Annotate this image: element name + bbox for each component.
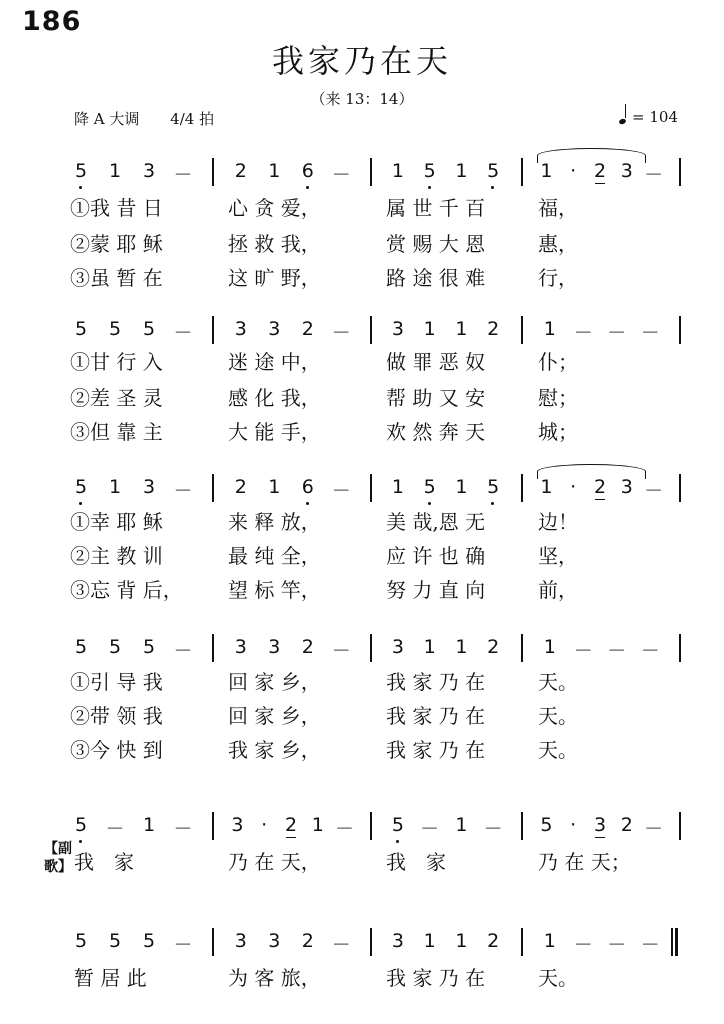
barline: [521, 928, 523, 956]
jianpu-note: 1: [455, 814, 468, 836]
jianpu-note: 1: [540, 160, 553, 182]
jianpu-note: 3: [234, 930, 247, 952]
jianpu-note: 3: [391, 930, 404, 952]
lyric-segment: 应 许 也 确: [386, 544, 486, 568]
jianpu-note: 1: [108, 160, 122, 182]
tie-arc: [537, 148, 646, 163]
jianpu-note: 3: [620, 160, 633, 182]
dash-note: －: [640, 322, 660, 344]
barline: [370, 928, 372, 956]
dash-note: －: [607, 322, 627, 344]
dash-note: －: [173, 818, 193, 840]
barline: [679, 316, 681, 344]
barline: [521, 812, 523, 840]
lyric-segment: ③今 快 到: [70, 738, 163, 762]
dash-note: －: [483, 818, 503, 840]
lyric-segment: 前，: [538, 578, 578, 602]
jianpu-note: 3: [590, 814, 610, 836]
dash-note: －: [331, 322, 351, 344]
lyric-segment: 拯 救 我，: [228, 232, 321, 256]
jianpu-note: 5: [71, 814, 91, 836]
chorus-tag: 【副歌】: [44, 841, 72, 875]
lyric-line: [0, 228, 724, 254]
jianpu-note: 2: [234, 476, 247, 498]
jianpu-note: 2: [590, 160, 610, 182]
jianpu-note: 1: [455, 930, 468, 952]
lyric-segment: 感 化 我，: [228, 386, 321, 410]
notation-row: [0, 814, 724, 842]
lyric-line: [0, 734, 724, 760]
jianpu-note: 3: [142, 476, 156, 498]
lyric-segment: 天。: [538, 966, 578, 990]
lyric-segment: ②主 教 训: [70, 544, 163, 568]
lyric-segment: ②差 圣 灵: [70, 386, 163, 410]
jianpu-note: 2: [234, 160, 247, 182]
dash-note: －: [173, 934, 193, 956]
jianpu-note: 5: [540, 814, 553, 836]
lyric-segment: 我 家: [386, 850, 446, 874]
dash-note: －: [644, 480, 664, 502]
lyric-segment: 暂 居 此: [74, 966, 147, 990]
jianpu-note: 1: [543, 930, 556, 952]
jianpu-note: 5: [71, 476, 91, 498]
dash-note: －: [644, 818, 664, 840]
jianpu-note: 3: [268, 636, 281, 658]
barline: [212, 158, 214, 186]
barline: [370, 316, 372, 344]
jianpu-note: 5: [483, 160, 503, 182]
barline: [370, 812, 372, 840]
jianpu-note: 3: [620, 476, 633, 498]
lyric-segment: ①引 导 我: [70, 670, 163, 694]
lyric-segment: ②带 领 我: [70, 704, 163, 728]
lyric-segment: 帮 助 又 安: [386, 386, 486, 410]
lyric-segment: 惠，: [538, 232, 578, 256]
jianpu-note: 5: [388, 814, 408, 836]
lyric-segment: 大 能 手，: [228, 420, 321, 444]
jianpu-note: 1: [391, 476, 404, 498]
dash-note: －: [573, 640, 593, 662]
lyric-segment: 路 途 很 难: [386, 266, 486, 290]
jianpu-note: 1: [423, 636, 436, 658]
tempo-value: = 104: [632, 108, 678, 126]
jianpu-note: 3: [391, 318, 404, 340]
final-barline-thin: [671, 928, 673, 956]
jianpu-note: 5: [108, 930, 122, 952]
jianpu-note: 5: [74, 318, 88, 340]
jianpu-note: 5: [420, 160, 440, 182]
dash-note: －: [607, 640, 627, 662]
dash-note: －: [173, 322, 193, 344]
dash-note: －: [420, 818, 440, 840]
lyric-segment: 美 哉,恩 无: [386, 510, 486, 534]
lyric-segment: 福，: [538, 196, 578, 220]
lyric-segment: 回 家 乡，: [228, 704, 321, 728]
jianpu-note: 5: [142, 636, 156, 658]
jianpu-note: 1: [391, 160, 404, 182]
jianpu-note: 1: [543, 636, 556, 658]
jianpu-note: 2: [301, 930, 314, 952]
dot-note: ·: [570, 160, 577, 182]
tempo-marking: [619, 108, 678, 126]
jianpu-note: 5: [71, 160, 91, 182]
jianpu-note: 1: [540, 476, 553, 498]
lyric-segment: 努 力 直 向: [386, 578, 486, 602]
lyric-segment: 属 世 千 百: [386, 196, 486, 220]
notation-row: [0, 930, 724, 958]
lyric-line: [0, 192, 724, 218]
lyric-segment: 我 家 乃 在: [386, 966, 486, 990]
lyric-segment: ①甘 行 入: [70, 350, 163, 374]
hymn-title: 我家乃在天: [271, 42, 452, 80]
dash-note: －: [331, 934, 351, 956]
jianpu-note: 5: [420, 476, 440, 498]
dash-note: －: [331, 164, 351, 186]
lyric-line: [0, 262, 724, 288]
barline: [212, 812, 214, 840]
lyric-line: [0, 700, 724, 726]
jianpu-note: 1: [311, 814, 324, 836]
lyric-line: [0, 846, 724, 872]
lyric-segment: 望 标 竿，: [228, 578, 321, 602]
lyric-segment: 赏 赐 大 恩: [386, 232, 486, 256]
note-stem: [625, 104, 627, 118]
dash-note: －: [573, 934, 593, 956]
lyric-line: [0, 540, 724, 566]
lyric-segment: 迷 途 中，: [228, 350, 321, 374]
dot-note: ·: [570, 814, 577, 836]
jianpu-note: 3: [142, 160, 156, 182]
dash-note: －: [640, 640, 660, 662]
jianpu-note: 1: [108, 476, 122, 498]
jianpu-note: 2: [620, 814, 633, 836]
jianpu-note: 2: [281, 814, 301, 836]
lyric-segment: ③忘 背 后，: [70, 578, 183, 602]
lyric-segment: 这 旷 野，: [228, 266, 321, 290]
lyric-segment: ②蒙 耶 稣: [70, 232, 163, 256]
dash-note: －: [573, 322, 593, 344]
barline: [521, 474, 523, 502]
jianpu-note: 3: [391, 636, 404, 658]
dot-note: ·: [261, 814, 268, 836]
jianpu-note: 2: [487, 318, 500, 340]
jianpu-note: 5: [142, 930, 156, 952]
jianpu-note: 2: [301, 636, 314, 658]
lyric-segment: 为 客 旅，: [228, 966, 321, 990]
jianpu-note: 3: [231, 814, 244, 836]
key-signature: 降 A 大调: [74, 110, 140, 128]
dash-note: －: [173, 480, 193, 502]
barline: [679, 812, 681, 840]
lyric-segment: 坚，: [538, 544, 578, 568]
final-barline: [675, 928, 678, 956]
barline: [521, 158, 523, 186]
tie-arc: [537, 464, 646, 479]
lyric-segment: 心 贪 爱，: [228, 196, 321, 220]
dash-note: －: [335, 818, 355, 840]
lyric-segment: 乃 在 天；: [538, 850, 631, 874]
jianpu-note: 1: [142, 814, 156, 836]
lyric-segment: 慰；: [538, 386, 578, 410]
scripture-reference: （来 13：14）: [310, 90, 414, 108]
notation-row: [0, 636, 724, 664]
jianpu-note: 5: [483, 476, 503, 498]
jianpu-note: 1: [455, 476, 468, 498]
lyric-segment: 我 家: [74, 850, 134, 874]
lyric-segment: ③但 靠 主: [70, 420, 163, 444]
barline: [679, 634, 681, 662]
notation-row: [0, 476, 724, 504]
jianpu-note: 1: [455, 318, 468, 340]
lyric-segment: 欢 然 奔 天: [386, 420, 486, 444]
jianpu-note: 5: [108, 318, 122, 340]
time-signature: 4/4 拍: [170, 110, 215, 128]
dash-note: －: [331, 480, 351, 502]
lyric-segment: 行，: [538, 266, 578, 290]
lyric-segment: 我 家 乃 在: [386, 704, 486, 728]
lyric-segment: 城；: [538, 420, 578, 444]
barline: [212, 634, 214, 662]
dash-note: －: [640, 934, 660, 956]
jianpu-note: 2: [301, 318, 314, 340]
lyric-segment: 天。: [538, 738, 578, 762]
jianpu-note: 2: [590, 476, 610, 498]
notation-row: [0, 160, 724, 188]
barline: [370, 474, 372, 502]
barline: [212, 474, 214, 502]
jianpu-note: 3: [268, 930, 281, 952]
lyric-segment: 我 家 乃 在: [386, 670, 486, 694]
barline: [370, 634, 372, 662]
lyric-segment: 天。: [538, 670, 578, 694]
jianpu-note: 6: [298, 160, 318, 182]
jianpu-note: 2: [487, 930, 500, 952]
jianpu-note: 1: [268, 160, 281, 182]
dash-note: －: [607, 934, 627, 956]
lyric-segment: ③虽 暂 在: [70, 266, 163, 290]
dash-note: －: [644, 164, 664, 186]
lyric-segment: 边！: [538, 510, 578, 534]
barline: [212, 928, 214, 956]
dash-note: －: [331, 640, 351, 662]
jianpu-note: 1: [543, 318, 556, 340]
barline: [370, 158, 372, 186]
jianpu-note: 5: [108, 636, 122, 658]
lyric-line: [0, 416, 724, 442]
barline: [521, 316, 523, 344]
jianpu-note: 3: [268, 318, 281, 340]
dot-note: ·: [570, 476, 577, 498]
lyric-segment: 仆；: [538, 350, 578, 374]
jianpu-note: 5: [74, 930, 88, 952]
jianpu-note: 3: [234, 318, 247, 340]
lyric-segment: 最 纯 全，: [228, 544, 321, 568]
barline: [521, 634, 523, 662]
barline: [679, 158, 681, 186]
lyric-line: [0, 382, 724, 408]
lyric-line: [0, 506, 724, 532]
notation-row: [0, 318, 724, 346]
jianpu-note: 5: [142, 318, 156, 340]
jianpu-note: 1: [423, 318, 436, 340]
jianpu-note: 5: [74, 636, 88, 658]
barline: [212, 316, 214, 344]
jianpu-note: 6: [298, 476, 318, 498]
dash-note: －: [105, 818, 125, 840]
hymn-number: 186: [22, 6, 82, 37]
lyric-segment: 做 罪 恶 奴: [386, 350, 486, 374]
lyric-segment: 乃 在 天，: [228, 850, 321, 874]
lyric-segment: 我 家 乡，: [228, 738, 321, 762]
lyric-segment: ①我 昔 日: [70, 196, 163, 220]
lyric-segment: 天。: [538, 704, 578, 728]
jianpu-note: 1: [268, 476, 281, 498]
dash-note: －: [173, 164, 193, 186]
jianpu-note: 2: [487, 636, 500, 658]
barline: [679, 474, 681, 502]
dash-note: －: [173, 640, 193, 662]
lyric-line: [0, 346, 724, 372]
lyric-line: [0, 666, 724, 692]
lyric-segment: 我 家 乃 在: [386, 738, 486, 762]
lyric-line: [0, 574, 724, 600]
jianpu-note: 1: [423, 930, 436, 952]
lyric-segment: ①幸 耶 稣: [70, 510, 163, 534]
quarter-note-icon: [618, 118, 626, 125]
lyric-line: [0, 962, 724, 988]
jianpu-note: 1: [455, 636, 468, 658]
key-and-time: [74, 108, 240, 129]
jianpu-note: 3: [234, 636, 247, 658]
lyric-segment: 来 释 放，: [228, 510, 321, 534]
lyric-segment: 回 家 乡，: [228, 670, 321, 694]
jianpu-note: 1: [455, 160, 468, 182]
